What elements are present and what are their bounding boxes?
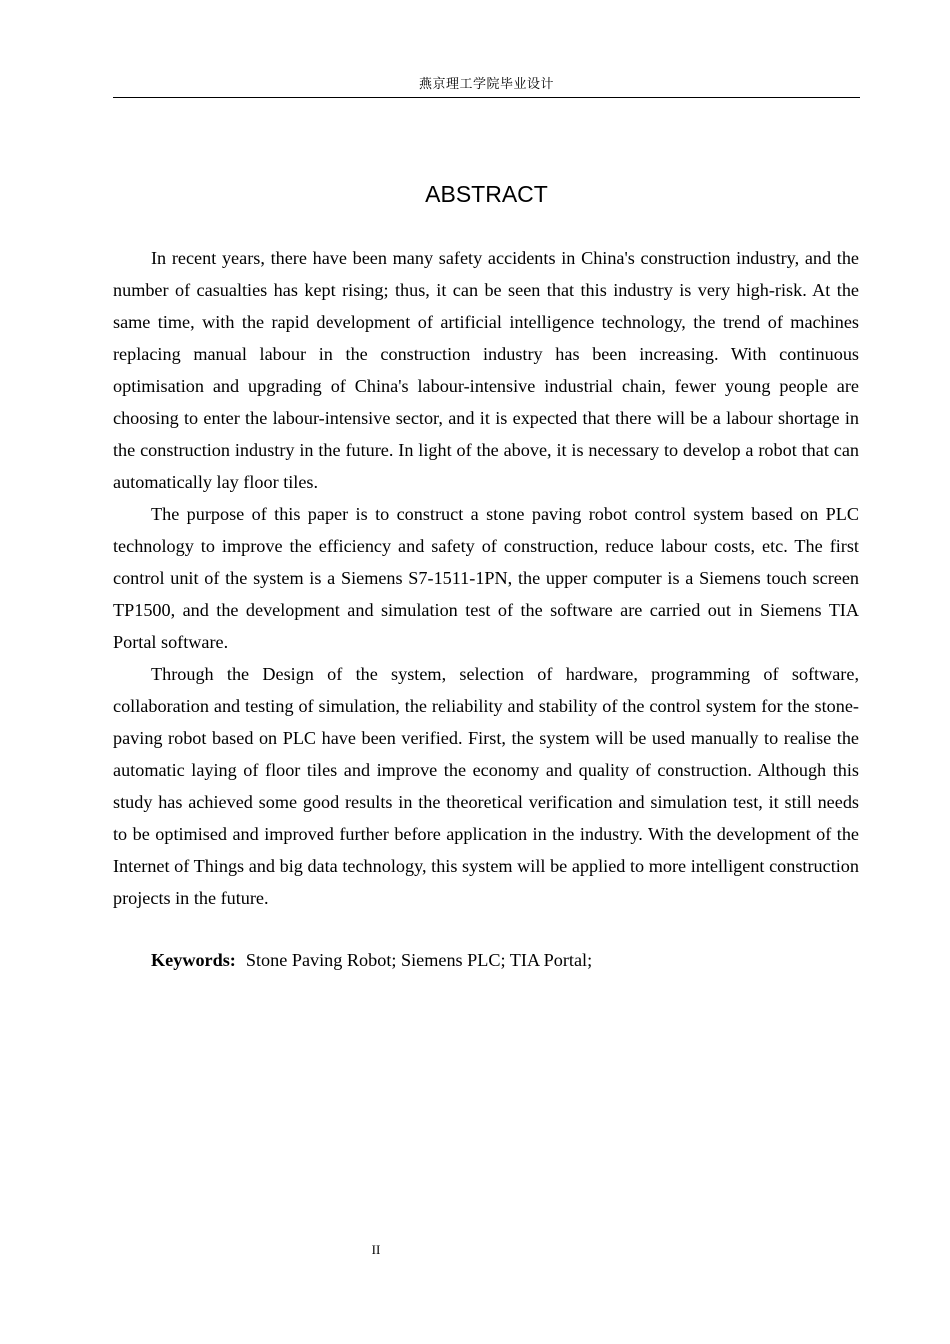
abstract-body [113,242,859,914]
abstract-title: ABSTRACT [425,181,548,207]
header-rule [113,97,860,98]
keywords-line [151,944,851,976]
keywords-label: Keywords: [151,950,236,970]
abstract-paragraph-1: In recent years, there have been many safety accidents in China's construction industry, and the number of casualties has kept rising; thus, it can be seen that this industry is very high-risk. At the same time, with the rapid development of artificial intelligence technology, the trend of machines replacing manual labour in the construction industry has been increasing. With continuous optimisation and upgrading of China's labour-intensive industrial chain, fewer young people are choosing to enter the labour-intensive sector, and it is expected that there will be a labour shortage in the construction industry in the future. In light of the above, it is necessary to develop a robot that can automatically lay floor tiles. [113,248,859,492]
abstract-paragraph-2: The purpose of this paper is to construct a stone paving robot control system based on PLC technology to improve the efficiency and safety of construction, reduce labour costs, etc. The first control unit of the system is a Siemens S7-1511-1PN, the upper computer is a Siemens touch screen TP1500, and the development and simulation test of the software are carried out in Siemens TIA Portal software. [113,504,859,652]
abstract-paragraph-3: Through the Design of the system, selection of hardware, programming of software, collaboration and testing of simulation, the reliability and stability of the control system for the stone-paving robot based on PLC have been verified. First, the system will be used manually to realise the automatic laying of floor tiles and improve the economy and quality of construction. Although this study has achieved some good results in the theoretical verification and simulation test, it still needs to be optimised and improved further before application in the industry. With the development of the Internet of Things and big data technology, this system will be applied to more intelligent construction projects in the future. [113,664,859,908]
keywords-text: Stone Paving Robot; Siemens PLC; TIA Portal; [245,950,593,970]
page-number: II [371,1242,381,1257]
running-header: 燕京理工学院毕业设计 [418,77,554,92]
